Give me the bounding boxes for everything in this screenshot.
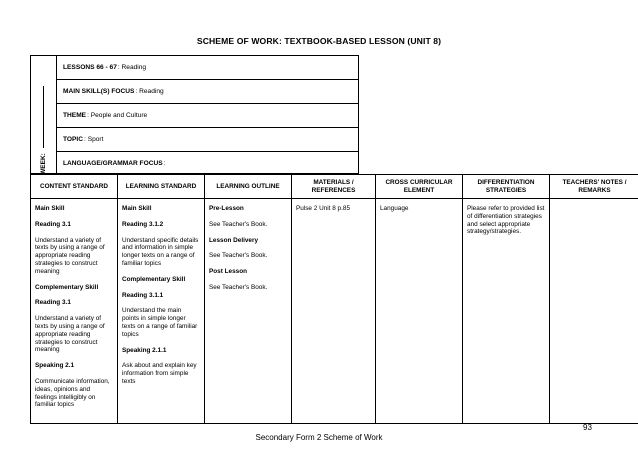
table-row (31, 199, 638, 424)
skill-focus-row (57, 80, 358, 104)
cell-text: See Teacher's Book. (209, 252, 268, 260)
cell-heading: Complementary Skill (122, 275, 186, 283)
topic-value: : Sport (84, 136, 104, 143)
cell-learning-standard (118, 199, 205, 424)
header-differentiation: DIFFERENTIATION STRATEGIES (463, 175, 550, 199)
cell-content-standard (31, 199, 118, 424)
scheme-table (30, 174, 638, 424)
cell-text: Understand a variety of texts by using a range of appropriate reading strategies to construct meaning (35, 236, 105, 275)
cell-heading: Reading 3.1 (35, 220, 71, 228)
document-title: SCHEME OF WORK: TEXTBOOK-BASED LESSON (UNIT 8) (196, 36, 442, 46)
topic-label: TOPIC (63, 136, 84, 143)
grammar-label: LANGUAGE/GRAMMAR FOCUS (63, 160, 163, 167)
cell-heading: Post Lesson (209, 268, 247, 276)
cell-text: Understand the main points in simple longer texts on a range of familiar topics (122, 307, 198, 338)
header-materials: MATERIALS / REFERENCES (292, 175, 376, 199)
cell-text: Understand specific details and information in simple longer texts on a range of familiar topics (122, 236, 199, 267)
cell-materials: Pulse 2 Unit 8 p.85 (292, 199, 376, 424)
header-learning-standard: LEARNING STANDARD (118, 175, 205, 199)
cell-teachers-notes (550, 199, 638, 424)
skill-focus-value: : Reading (135, 88, 164, 95)
header-cross-curricular: CROSS CURRICULAR ELEMENT (376, 175, 463, 199)
week-label: WEEK: (40, 153, 47, 175)
cell-text: Ask about and explain key information from simple texts (122, 362, 197, 385)
header-teachers-notes: TEACHERS' NOTES / REMARKS (550, 175, 638, 199)
topic-row (57, 128, 358, 152)
table-header-row (31, 175, 638, 199)
week-column (31, 56, 57, 173)
grammar-value: : (163, 160, 166, 167)
cell-heading: Reading 3.1 (35, 299, 71, 307)
cell-text: Understand a variety of texts by using a range of appropriate reading strategies to construct meaning (35, 315, 105, 354)
cell-heading: Main Skill (35, 205, 65, 212)
cell-text: See Teacher's Book. (209, 220, 268, 228)
theme-label: THEME (63, 112, 87, 119)
cell-heading: Complementary Skill (35, 283, 99, 291)
cell-heading: Main Skill (122, 205, 152, 212)
cell-heading: Speaking 2.1.1 (122, 346, 167, 354)
page-number: 93 (583, 423, 592, 432)
cell-heading: Lesson Delivery (209, 236, 259, 244)
cell-heading: Pre-Lesson (209, 205, 244, 212)
lessons-value: : Reading (117, 64, 147, 71)
cell-heading: Reading 3.1.1 (122, 291, 164, 299)
header-learning-outline: LEARNING OUTLINE (205, 175, 292, 199)
theme-row (57, 104, 358, 128)
cell-learning-outline (205, 199, 292, 424)
cell-cross-curricular: Language (376, 199, 463, 424)
cell-differentiation: Please refer to provided list of differentiation strategies and select appropriate strategy/strategies. (463, 199, 550, 424)
header-content-standard: CONTENT STANDARD (31, 175, 118, 199)
cell-heading: Reading 3.1.2 (122, 220, 164, 228)
skill-focus-label: MAIN SKILL(S) FOCUS (63, 88, 135, 95)
page-footer: Secondary Form 2 Scheme of Work (255, 433, 383, 442)
lessons-row (57, 56, 358, 80)
cell-text: Communicate information, ideas, opinions and feelings intelligibly on familiar topics (35, 377, 110, 409)
lessons-label: LESSONS 66 - 67 (63, 64, 117, 71)
cell-text: See Teacher's Book. (209, 283, 268, 291)
lesson-info-block (30, 55, 359, 174)
cell-heading: Speaking 2.1 (35, 362, 75, 370)
grammar-row (57, 152, 358, 175)
week-entry-line (43, 86, 44, 148)
theme-value: : People and Culture (87, 112, 148, 119)
